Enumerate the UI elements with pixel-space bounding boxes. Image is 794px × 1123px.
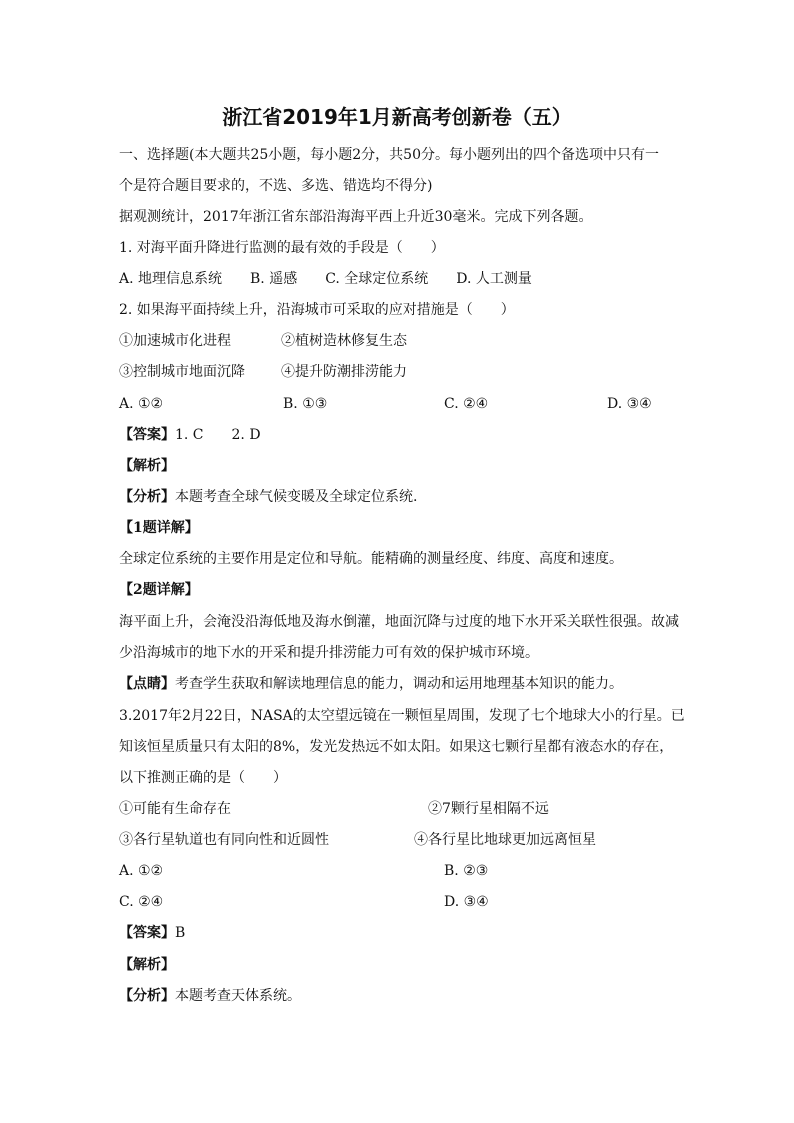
question-3-option-b: B. ②③	[444, 863, 489, 879]
question-2-option-c: C. ②④	[444, 396, 489, 412]
detail-2-text-line-1: 海平面上升，会淹没沿海低地及海水倒灌，地面沉降与过度的地下水开采关联性很强。故减	[119, 614, 679, 630]
dianjing-label: 【点睛】	[119, 676, 175, 692]
question-1-stem: 1. 对海平面升降进行监测的最有效的手段是（ ）	[119, 240, 445, 256]
dianjing-text: 考查学生获取和解读地理信息的能力，调动和运用地理基本知识的能力。	[175, 676, 623, 692]
answer-text: 1. C 2. D	[175, 427, 261, 443]
question-3-option-c: C. ②④	[119, 894, 164, 910]
fenxi-text: 本题考查全球气候变暖及全球定位系统.	[175, 489, 418, 505]
passage-text: 据观测统计，2017年浙江省东部沿海海平西上升近30毫米。完成下列各题。	[119, 209, 593, 225]
answer-label: 【答案】	[119, 427, 175, 443]
section-intro-line-2: 个是符合题目要求的，不选、多选、错选均不得分)	[119, 178, 433, 194]
answer-text: B	[175, 925, 186, 941]
analysis-summary-row	[119, 487, 417, 507]
analysis-heading: 【解析】	[119, 957, 175, 973]
question-3-item-2: ②7颗行星相隔不远	[428, 801, 549, 817]
dianjing-row	[119, 674, 623, 694]
question-3-item-3: ③各行星轨道也有同向性和近圆性	[119, 832, 329, 848]
question-1-options: A. 地理信息系统 B. 遥感 C. 全球定位系统 D. 人工测量	[119, 271, 532, 287]
question-2-option-b: B. ①③	[283, 396, 328, 412]
question-3-line-3: 以下推测正确的是（ ）	[119, 770, 287, 786]
analysis-summary-row	[119, 986, 301, 1006]
question-2-item-4: ④提升防潮排涝能力	[281, 364, 407, 380]
question-3-line-1: 3.2017年2月22日，NASA的太空望远镜在一颗恒星周围，发现了七个地球大小的行星。已	[119, 708, 685, 724]
answer-1-row	[119, 425, 261, 445]
detail-1-heading: 【1题详解】	[119, 520, 199, 536]
fenxi-text: 本题考查天体系统。	[175, 988, 301, 1004]
question-2-item-1: ①加速城市化进程	[119, 333, 231, 349]
section-intro-line-1: 一、选择题(本大题共25小题，每小题2分，共50分。每小题列出的四个备选项中只有一	[119, 147, 659, 163]
analysis-heading: 【解析】	[119, 458, 175, 474]
detail-2-text-line-2: 少沿海城市的地下水的开采和提升排涝能力可有效的保护城市环境。	[119, 645, 539, 661]
fenxi-label: 【分析】	[119, 988, 175, 1004]
fenxi-label: 【分析】	[119, 489, 175, 505]
question-2-option-a: A. ①②	[119, 396, 164, 412]
question-2-item-2: ②植树造林修复生态	[281, 333, 407, 349]
question-2-item-3: ③控制城市地面沉降	[119, 364, 245, 380]
answer-3-row	[119, 923, 185, 943]
question-3-item-4: ④各行星比地球更加远离恒星	[414, 832, 596, 848]
question-3-item-1: ①可能有生命存在	[119, 801, 231, 817]
detail-2-heading: 【2题详解】	[119, 582, 199, 598]
answer-label: 【答案】	[119, 925, 175, 941]
question-2-stem: 2. 如果海平面持续上升，沿海城市可采取的应对措施是（ ）	[119, 302, 515, 318]
question-2-option-d: D. ③④	[607, 396, 652, 412]
question-3-option-d: D. ③④	[444, 894, 489, 910]
question-3-option-a: A. ①②	[119, 863, 164, 879]
page-title: 浙江省2019年1月新高考创新卷（五）	[222, 105, 572, 129]
question-3-line-2: 知该恒星质量只有太阳的8%，发光发热远不如太阳。如果这七颗行星都有液态水的存在，	[119, 739, 674, 755]
detail-1-text: 全球定位系统的主要作用是定位和导航。能精确的测量经度、纬度、高度和速度。	[119, 551, 623, 567]
